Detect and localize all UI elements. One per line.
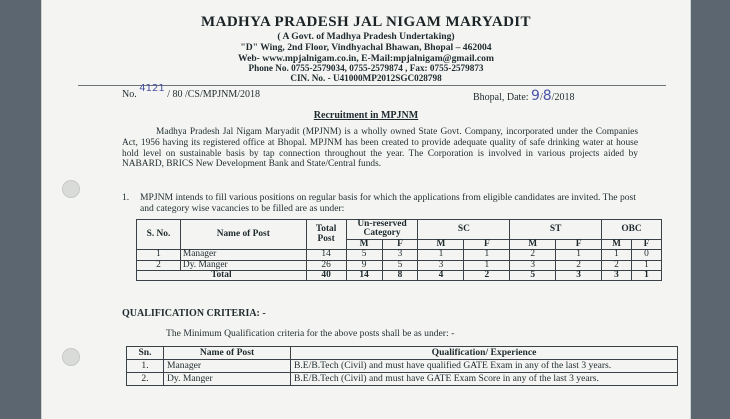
header-post: Name of Post bbox=[180, 220, 306, 250]
cell-post: Dy. Manger bbox=[180, 260, 306, 270]
cell-sno: 2 bbox=[137, 260, 181, 270]
header-sc: SC bbox=[418, 220, 510, 240]
header-sno: S. No. bbox=[137, 220, 181, 250]
org-web-email: Web- www.mpjalnigam.co.in, E-Mail:mpjalnigam@gmail.com bbox=[238, 53, 494, 64]
table-row bbox=[137, 250, 662, 260]
cell-sc-f: 1 bbox=[464, 250, 510, 260]
total-label: Total bbox=[137, 271, 307, 281]
cell-ur-f: 3 bbox=[382, 250, 418, 260]
cell-sc-f: 1 bbox=[464, 260, 510, 270]
header-unreserved: Un-reserved Category bbox=[346, 220, 418, 240]
header-obc-f: F bbox=[631, 239, 661, 249]
cell-st-m: 3 bbox=[510, 260, 556, 270]
date-label: Bhopal, Date: bbox=[473, 92, 529, 103]
point-1-text: MPJNM intends to fill various positions on regular basis for which the applications from eligible candidates are invited. The post and category wise vacancies to be filled are as under: bbox=[140, 192, 636, 214]
header-obc: OBC bbox=[602, 220, 662, 240]
point-1-number: 1. bbox=[122, 192, 130, 203]
cell-total: 26 bbox=[306, 260, 346, 270]
header-sc-m: M bbox=[418, 239, 464, 249]
cell-sno: 1 bbox=[137, 250, 181, 260]
header-sc-f: F bbox=[464, 239, 510, 249]
punch-hole bbox=[62, 348, 80, 366]
qual-header-post: Name of Post bbox=[164, 347, 291, 360]
header-divider bbox=[78, 85, 666, 86]
total-sc-f: 2 bbox=[464, 271, 510, 281]
cell-ur-m: 9 bbox=[346, 260, 382, 270]
ref-no-handwritten: 4121 bbox=[139, 83, 165, 94]
cell-ur-m: 5 bbox=[346, 250, 382, 260]
issue-date bbox=[473, 88, 574, 104]
table-row bbox=[137, 260, 662, 270]
qual-cell-qual: B.E/B.Tech (Civil) and must have qualified GATE Exam in any of the last 3 years. bbox=[291, 360, 678, 373]
document-page bbox=[42, 0, 690, 419]
cell-obc-f: 1 bbox=[631, 260, 661, 270]
total-obc-m: 3 bbox=[602, 271, 632, 281]
notice-heading: Recruitment in MPJNM bbox=[313, 110, 419, 121]
org-subtitle: ( A Govt. of Madhya Pradesh Undertaking) bbox=[277, 31, 455, 42]
cell-st-m: 2 bbox=[510, 250, 556, 260]
ref-no-rest: / 80 /CS/MPJNM/2018 bbox=[167, 89, 260, 100]
cell-total: 14 bbox=[306, 250, 346, 260]
qual-cell-post: Manager bbox=[164, 360, 291, 373]
org-cin: CIN. No. - U41000MP2012SGC028798 bbox=[290, 73, 442, 83]
qual-cell-sn: 2. bbox=[127, 373, 164, 386]
header-ur-m: M bbox=[346, 239, 382, 249]
intro-text: Madhya Pradesh Jal Nigam Maryadit (MPJNM) is a wholly owned State Govt. Company, incorporated under the Companies Act, 1956 having its registered office at Bhopal. MPJNM has been created to provide adequate quality of safe drinking water at house hold level on sustainable basis by tap connection throughout the year. The Corporation is involved in various projects aided by NABARD, BRICS New Development Bank and State/Central funds. bbox=[122, 127, 638, 170]
table-row bbox=[127, 373, 678, 386]
cell-st-f: 1 bbox=[556, 250, 602, 260]
punch-hole bbox=[62, 180, 80, 198]
ref-no-label: No. bbox=[122, 89, 137, 100]
total-ur-m: 14 bbox=[346, 271, 382, 281]
cell-sc-m: 3 bbox=[418, 260, 464, 270]
total-sc-m: 4 bbox=[418, 271, 464, 281]
cell-obc-m: 2 bbox=[602, 260, 632, 270]
qual-header-sn: Sn. bbox=[127, 347, 164, 360]
header-obc-m: M bbox=[602, 239, 632, 249]
date-year: /2018 bbox=[551, 92, 575, 103]
cell-obc-m: 1 bbox=[602, 250, 632, 260]
vacancy-table bbox=[136, 219, 662, 281]
total-total: 40 bbox=[306, 271, 346, 281]
header-total: Total Post bbox=[306, 220, 346, 250]
qual-cell-qual: B.E/B.Tech (Civil) and must have GATE Exam Score in any of the last 3 years. bbox=[291, 373, 678, 386]
total-ur-f: 8 bbox=[382, 271, 418, 281]
table-row bbox=[127, 360, 678, 373]
org-name: MADHYA PRADESH JAL NIGAM MARYADIT bbox=[201, 14, 531, 30]
cell-ur-f: 5 bbox=[382, 260, 418, 270]
qualification-intro: The Minimum Qualification criteria for the above posts shall be as under: - bbox=[166, 328, 455, 339]
date-sep: / bbox=[539, 92, 543, 103]
cell-st-f: 2 bbox=[556, 260, 602, 270]
cell-obc-f: 0 bbox=[631, 250, 661, 260]
header-st-m: M bbox=[510, 239, 556, 249]
cell-post: Manager bbox=[180, 250, 306, 260]
qual-cell-post: Dy. Manger bbox=[164, 373, 291, 386]
total-obc-f: 1 bbox=[631, 271, 661, 281]
qual-header-qual: Qualification/ Experience bbox=[291, 347, 678, 360]
header-st: ST bbox=[510, 220, 602, 240]
org-address: "D" Wing, 2nd Floor, Vindhyachal Bhawan, Bhopal – 462004 bbox=[240, 42, 492, 53]
cell-sc-m: 1 bbox=[418, 250, 464, 260]
intro-paragraph bbox=[122, 127, 638, 170]
header-ur-f: F bbox=[382, 239, 418, 249]
date-day-handwritten: 9 bbox=[531, 88, 540, 104]
reference-number bbox=[122, 83, 260, 100]
qualification-table bbox=[126, 346, 678, 386]
qualification-heading: QUALIFICATION CRITERIA: - bbox=[122, 308, 266, 319]
total-st-f: 3 bbox=[556, 271, 602, 281]
org-phone: Phone No. 0755-2579034, 0755-2579874 , Fax: 0755-2579873 bbox=[248, 63, 484, 73]
qual-cell-sn: 1. bbox=[127, 360, 164, 373]
total-row bbox=[137, 271, 662, 281]
date-month-handwritten: 8 bbox=[542, 88, 552, 104]
total-st-m: 5 bbox=[510, 271, 556, 281]
header-st-f: F bbox=[556, 239, 602, 249]
